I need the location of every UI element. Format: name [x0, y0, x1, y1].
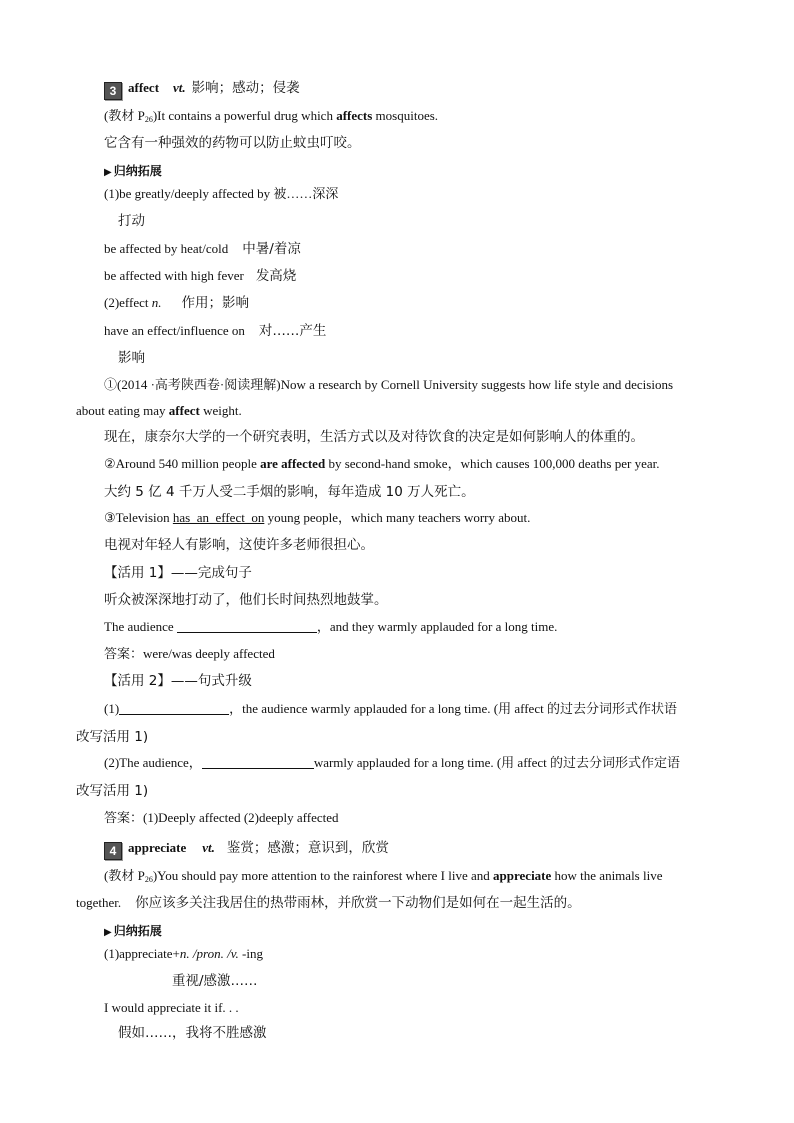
phrase-3: be affected with high fever 发高烧	[104, 268, 297, 284]
example-2: ②Around 540 million people are affected by second-hand smoke，which causes 100,000 deaths per year.	[104, 456, 660, 471]
practice-2-question-2-continued: 改写活用 1)	[76, 783, 149, 799]
phrase-1-meaning: 重视/感激……	[172, 973, 258, 989]
practice-1-heading: 【活用 1】——完成句子	[104, 565, 252, 581]
example-3: ③Television has_an_effect_on young people，which many teachers worry about.	[104, 510, 531, 525]
practice-2-heading: 【活用 2】——句式升级	[104, 673, 252, 689]
entry-header-appreciate	[104, 840, 389, 860]
practice-2-question-1: (1) ，the audience warmly applauded for a long time. (用 affect 的过去分词形式作状语	[104, 701, 677, 716]
textbook-example-line-2: together. 你应该多关注我居住的热带雨林，并欣赏一下动物们是如何在一起生活的。	[76, 895, 581, 911]
textbook-example-translation: 它含有一种强效的药物可以防止蚊虫叮咬。	[104, 135, 361, 151]
phrase-5: have an effect/influence on 对……产生	[104, 323, 327, 339]
answer-blank[interactable]	[119, 702, 229, 715]
phrase-2: I would appreciate it if. . .	[104, 1000, 239, 1015]
phrase-1-continued: 打动	[118, 213, 145, 229]
example-2-translation: 大约 5 亿 4 千万人受二手烟的影响，每年造成 10 万人死亡。	[104, 484, 475, 500]
part-of-speech: vt.	[202, 840, 215, 855]
phrase-2-meaning: 假如……，我将不胜感激	[118, 1025, 267, 1041]
headword: affect	[128, 80, 160, 95]
example-1-line-2: about eating may affect weight.	[76, 403, 242, 418]
expand-heading: ▶ 归纳拓展	[104, 164, 162, 178]
entry-number-badge: 4	[104, 842, 122, 860]
phrase-2: be affected by heat/cold 中暑/着凉	[104, 241, 301, 257]
phrase-1: (1)appreciate+n. /pron. /v. -ing	[104, 946, 263, 961]
phrase-1: (1)be greatly/deeply affected by 被……深深	[104, 186, 339, 201]
textbook-example: (教材 $P_{26})You$ should pay more attention to the rainforest where I live and appreciate how the animals live	[104, 868, 663, 884]
answer-blank[interactable]	[177, 620, 317, 633]
textbook-example: (教材 $P_{26})It$ contains a powerful drug which affects mosquitoes.	[104, 108, 439, 124]
practice-2-question-1-continued: 改写活用 1)	[76, 729, 149, 745]
triangle-icon: ▶	[104, 167, 112, 178]
phrase-4: (2)effect n. 作用；影响	[104, 295, 250, 311]
practice-1-prompt: 听众被深深地打动了，他们长时间热烈地鼓掌。	[104, 592, 388, 608]
headword-meaning: 影响；感动；侵袭	[191, 80, 300, 96]
example-1-line-1: ①(2014 ·高考陕西卷·阅读理解)Now a research by Cornell University suggests how life style and decisions	[104, 377, 674, 392]
entry-header-affect	[104, 80, 300, 100]
practice-2-answer: 答案：(1)Deeply affected (2)deeply affected	[104, 810, 339, 825]
practice-1-sentence: The audience ，and they warmly applauded for a long time.	[104, 619, 558, 634]
phrase-5-continued: 影响	[118, 350, 145, 366]
practice-2-question-2: (2)The audience， warmly applauded for a long time. (用 affect 的过去分词形式作定语	[104, 755, 681, 770]
entry-number-badge: 3	[104, 82, 122, 100]
practice-1-answer: 答案：were/was deeply affected	[104, 646, 275, 661]
part-of-speech: vt.	[173, 80, 186, 95]
answer-blank[interactable]	[202, 756, 314, 769]
expand-heading: ▶ 归纳拓展	[104, 924, 162, 938]
example-3-translation: 电视对年轻人有影响，这使许多老师很担心。	[104, 537, 374, 553]
triangle-icon: ▶	[104, 927, 112, 938]
example-1-translation: 现在，康奈尔大学的一个研究表明，生活方式以及对待饮食的决定是如何影响人的体重的。	[104, 429, 644, 445]
headword: appreciate	[128, 840, 187, 855]
headword-meaning: 鉴赏；感激；意识到，欣赏	[226, 840, 389, 856]
